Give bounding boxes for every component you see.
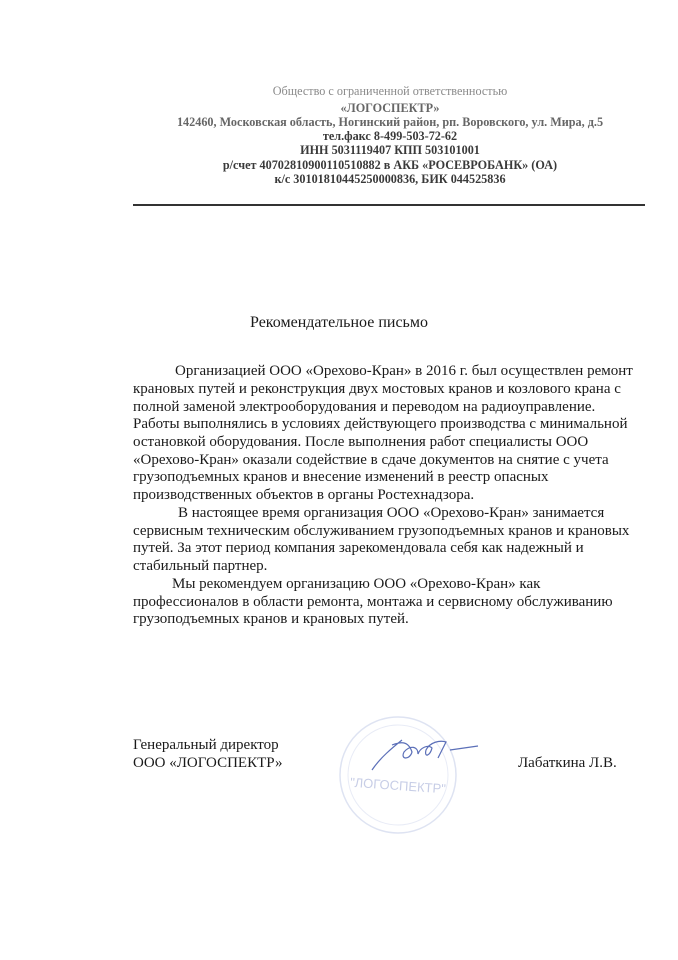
body-line: грузоподъемных кранов и внесение изменений в реестр опасных — [133, 469, 549, 485]
body-line: Работы выполнялись в условиях действующего производства с минимальной — [133, 416, 628, 432]
org-tax-ids: ИНН 5031119407 КПП 503101001 — [300, 143, 480, 157]
body-line: сервисным техническим обслуживанием грузоподъемных кранов и крановых — [133, 523, 630, 539]
body-line: В настоящее время организация ООО «Орехово-Кран» занимается — [178, 505, 605, 521]
org-account: р/счет 40702810900110510882 в АКБ «РОСЕВРОБАНК» (ОА) — [222, 158, 558, 172]
letter-title: Рекомендательное письмо — [250, 314, 428, 331]
body-line: стабильный партнер. — [133, 558, 268, 574]
svg-text:"ЛОГОСПЕКТР": "ЛОГОСПЕКТР" — [349, 774, 447, 797]
org-type: Общество с ограниченной ответственностью — [272, 84, 508, 98]
body-line: профессионалов в области ремонта, монтажа и сервисному обслуживанию — [133, 594, 613, 610]
body-line: полной заменой электрооборудования и переводом на радиоуправление. — [133, 399, 596, 415]
org-name: «ЛОГОСПЕКТР» — [340, 101, 440, 115]
org-corr-account: к/с 30101810445250000836, БИК 044525836 — [274, 172, 506, 186]
body-line: Мы рекомендуем организацию ООО «Орехово-Кран» как — [172, 576, 541, 592]
body-line: грузоподъемных кранов и крановых путей. — [133, 611, 409, 627]
body-line: «Орехово-Кран» оказали содействие в сдаче документов на снятие с учета — [133, 452, 609, 468]
body-line: остановкой оборудования. После выполнения работ специалисты ООО — [133, 434, 589, 450]
signature-scribble — [372, 740, 478, 770]
signer-company: ООО «ЛОГОСПЕКТР» — [133, 755, 283, 771]
body-line: крановых путей и реконструкция двух мостовых кранов и козлового крана с — [133, 381, 621, 397]
body-line: производственных объектов в органы Ростехнадзора. — [133, 487, 475, 503]
org-address: 142460, Московская область, Ногинский район, рп. Воровского, ул. Мира, д.5 — [176, 115, 604, 129]
body-line: путей. За этот период компания зарекомендовала себя как надежный и — [133, 540, 584, 556]
signer-position: Генеральный директор — [133, 737, 279, 753]
body-line: Организацией ООО «Орехово-Кран» в 2016 г. был осуществлен ремонт — [175, 363, 633, 379]
signer-name: Лабаткина Л.В. — [518, 755, 617, 771]
company-stamp — [340, 717, 456, 833]
org-phone: тел.факс 8-499-503-72-62 — [322, 129, 458, 143]
